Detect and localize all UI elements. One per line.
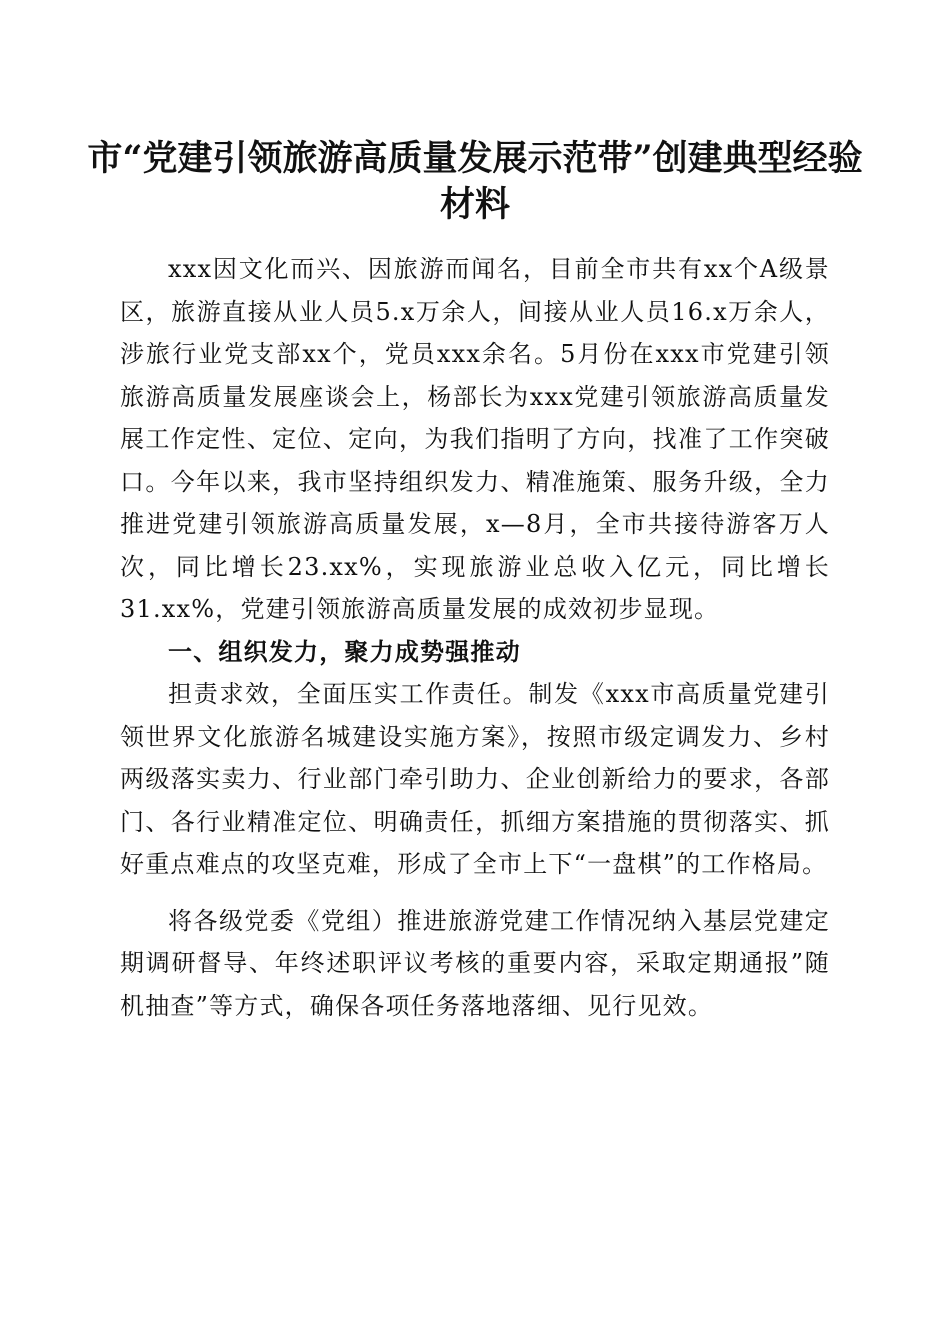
document-body — [120, 248, 830, 1027]
section-heading: 一、组织发力，聚力成势强推动 — [168, 637, 521, 666]
document-title: 市“党建引领旅游高质量发展示范带”创建典型经验材料 — [87, 138, 863, 225]
section-paragraph: 将各级党委《党组）推进旅游党建工作情况纳入基层党建定期调研督导、年终述职评议考核的重要内容，采取定期通报”随机抽查”等方式，确保各项任务落地落细、见行见效。 — [120, 906, 830, 1020]
section-paragraph: 担责求效，全面压实工作责任。制发《xxx市高质量党建引领世界文化旅游名城建设实施方案》，按照市级定调发力、乡村两级落实卖力、行业部门牵引助力、企业创新给力的要求，各部门、各行业精准定位、明确责任，抓细方案措施的贯彻落实、抓好重点难点的攻坚克难，形成了全市上下“一盘棋”的工作格局。 — [120, 680, 830, 878]
intro-paragraph: xxx因文化而兴、因旅游而闻名，目前全市共有xx个A级景区，旅游直接从业人员5.x万余人，间接从业人员16.x万余人，涉旅行业党支部xx个，党员xxx余名。5月份在xxx市党建引领旅游高质量发展座谈会上，杨部长为xxx党建引领旅游高质量发展工作定性、定位、定向，为我们指明了方向，找准了工作突破口。今年以来，我市坚持组织发力、精准施策、服务升级，全力推进党建引领旅游高质量发展，x—8月，全市共接待游客万人次，同比增长23.xx%，实现旅游业总收入亿元，同比增长31.xx%，党建引领旅游高质量发展的成效初步显现。 — [120, 255, 830, 623]
